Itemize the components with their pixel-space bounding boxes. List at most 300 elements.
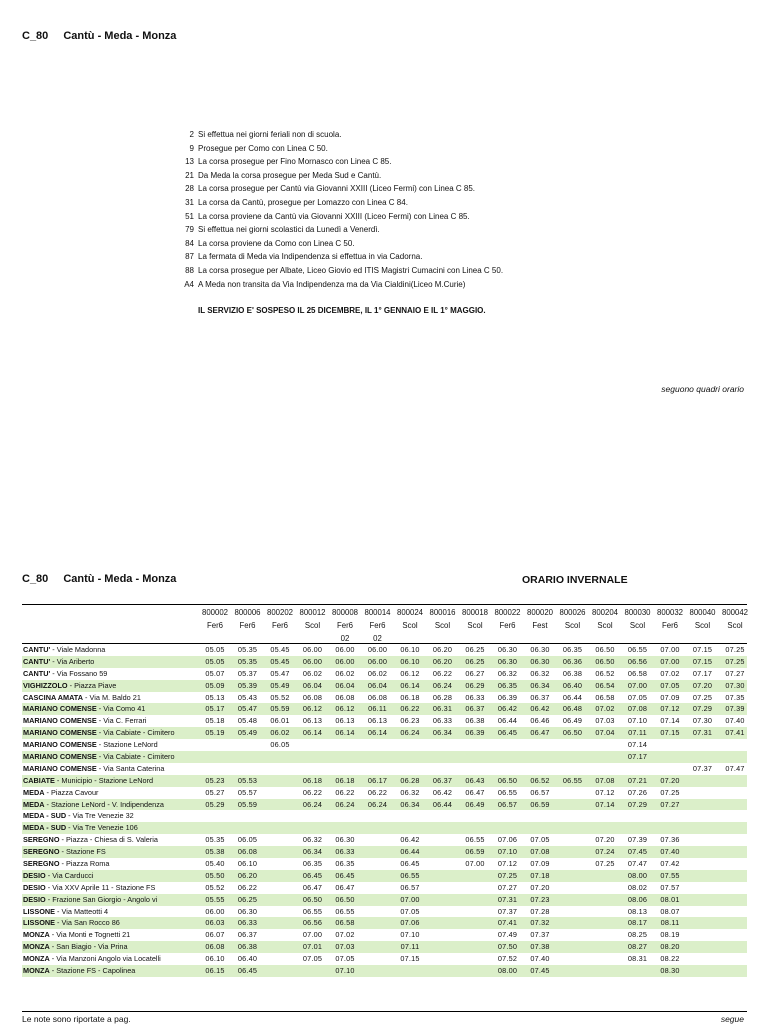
stop-place: Via Matteotti 4 (61, 906, 109, 916)
trip-id: 800204 (591, 608, 619, 617)
time-cell: 06.34 (432, 728, 453, 738)
time-cell: 07.20 (692, 680, 713, 690)
time-cell: 05.17 (205, 704, 225, 714)
trip-day: Scol (402, 621, 418, 630)
stop-name: MEDA - Stazione LeNord - V. Indipendenza (23, 799, 164, 809)
stop-place: Stazione LeNord (103, 740, 158, 750)
stop-place: Via Cabiate - Cimitero (103, 728, 175, 738)
time-cell: 06.04 (335, 680, 355, 690)
table-row (22, 763, 747, 775)
time-cell: 05.13 (205, 692, 225, 702)
time-cell: 06.42 (530, 704, 550, 714)
trip-id: 800008 (331, 608, 359, 617)
stop-place: Via C. Ferrari (103, 716, 147, 726)
stop-name: MARIANO COMENSE - Via Cabiate - Cimitero (23, 752, 175, 762)
stop-name: CASCINA AMATA - Via M. Baldo 21 (23, 692, 141, 702)
time-cell: 08.00 (627, 870, 648, 880)
trip-column-header (621, 606, 655, 645)
time-cell: 08.00 (497, 966, 518, 976)
time-cell: 06.22 (335, 787, 355, 797)
time-cell: 07.57 (660, 882, 680, 892)
stop-name: VIGHIZZOLO - Piazza Piave (23, 680, 117, 690)
trip-day: Fer6 (336, 621, 354, 630)
time-cell: 07.10 (497, 847, 518, 857)
note-text: Prosegue per Como con Linea C 50. (198, 143, 328, 153)
stop-name: MONZA - Via Monti e Tognetti 21 (23, 930, 131, 940)
table-row (22, 787, 747, 799)
time-cell: 05.05 (205, 656, 225, 666)
stop-town: MARIANO COMENSE (23, 752, 97, 762)
route-name: Cantù - Meda - Monza (63, 573, 177, 585)
time-cell: 06.49 (465, 799, 485, 809)
time-cell: 06.50 (595, 656, 615, 666)
stop-place: Via Ariberto (56, 656, 95, 666)
time-cell: 06.00 (302, 656, 323, 666)
stop-town: MEDA - SUD (23, 811, 67, 821)
footer-continues: segue (720, 1014, 744, 1024)
trip-column-header (231, 606, 265, 645)
time-cell: 05.19 (205, 728, 225, 738)
time-cell: 06.10 (400, 656, 420, 666)
trip-note: 02 (340, 634, 350, 643)
time-cell: 06.29 (465, 680, 485, 690)
stop-name: MEDA - SUD - Via Tre Venezie 106 (23, 823, 138, 833)
time-cell: 06.33 (432, 716, 453, 726)
table-row (22, 703, 747, 715)
trip-id: 800026 (559, 608, 586, 617)
time-cell: 06.24 (432, 680, 453, 690)
time-cell: 07.18 (530, 870, 550, 880)
time-cell: 05.47 (270, 668, 290, 678)
time-cell: 06.44 (432, 799, 453, 809)
time-cell: 07.11 (628, 728, 647, 738)
time-cell: 06.47 (335, 882, 355, 892)
trip-id: 800002 (201, 608, 229, 617)
time-cell: 06.05 (237, 835, 258, 845)
time-cell: 07.49 (497, 930, 518, 940)
time-cell: 06.46 (530, 716, 550, 726)
time-cell: 05.59 (270, 704, 290, 714)
time-cell: 07.10 (627, 716, 648, 726)
time-cell: 05.18 (205, 716, 225, 726)
time-cell: 07.06 (400, 918, 420, 928)
time-cell: 06.00 (302, 645, 323, 654)
time-cell: 07.29 (692, 704, 713, 714)
stop-place: Piazza - Chiesa di S. Valeria (66, 835, 158, 845)
note-code: 79 (185, 225, 194, 235)
time-cell: 06.30 (497, 656, 518, 666)
stop-place: Municipio - Stazione LeNord (61, 775, 154, 785)
stop-town: MEDA (23, 787, 45, 797)
time-cell: 06.08 (367, 692, 388, 702)
stop-name: MONZA - Stazione FS - Capolinea (23, 966, 136, 976)
note-text: La corsa prosegue per Cantù via Giovanni XXIII (Liceo Fermi) con Linea C 85. (198, 184, 476, 194)
note-text: La corsa da Cantù, prosegue per Lomazzo con Linea C 84. (198, 197, 408, 207)
trip-day: Fer6 (499, 621, 516, 630)
stop-place: Stazione LeNord - V. Indipendenza (51, 799, 164, 809)
time-cell: 06.11 (368, 704, 387, 714)
time-cell: 06.55 (302, 906, 323, 916)
time-cell: 07.25 (595, 859, 615, 869)
stop-town: MARIANO COMENSE (23, 728, 97, 738)
note-code: 88 (185, 265, 194, 275)
time-cell: 06.18 (335, 775, 355, 785)
time-cell: 06.13 (335, 716, 355, 726)
trip-id: 800016 (429, 608, 456, 617)
time-cell: 06.10 (237, 859, 258, 869)
trip-id: 800022 (494, 608, 521, 617)
stop-place: Stazione FS (66, 847, 106, 857)
note-row (170, 278, 503, 292)
time-cell: 06.42 (400, 835, 420, 845)
stop-place: Piazza Roma (66, 859, 110, 869)
time-cell: 08.30 (660, 966, 680, 976)
trip-column-header (686, 606, 720, 645)
time-cell: 05.53 (237, 775, 258, 785)
stop-town: CANTU' (23, 668, 51, 678)
time-cell: 07.00 (400, 894, 420, 904)
trip-column-header (296, 606, 330, 645)
time-cell: 06.39 (497, 692, 518, 702)
stop-name: LISSONE - Via Matteotti 4 (23, 906, 109, 916)
time-cell: 05.05 (205, 645, 225, 654)
trip-id: 800014 (364, 608, 391, 617)
time-cell: 05.45 (270, 645, 290, 654)
time-cell: 07.37 (497, 906, 518, 916)
time-cell: 06.12 (335, 704, 355, 714)
stop-name: DESIO - Via XXV Aprile 11 - Stazione FS (23, 882, 156, 892)
table-row (22, 882, 747, 894)
time-cell: 06.02 (270, 728, 290, 738)
time-cell: 06.30 (530, 645, 550, 654)
time-cell: 06.03 (205, 918, 225, 928)
time-cell: 06.30 (237, 906, 258, 916)
time-cell: 06.24 (367, 799, 388, 809)
time-cell: 07.55 (660, 870, 680, 880)
stop-name: MEDA - Piazza Cavour (23, 787, 99, 797)
table-row (22, 739, 747, 751)
time-cell: 06.35 (302, 859, 323, 869)
time-cell: 07.36 (660, 835, 680, 845)
time-cell: 07.00 (660, 656, 680, 666)
stop-town: VIGHIZZOLO (23, 680, 68, 690)
time-cell: 06.20 (432, 645, 453, 654)
stop-place: Via Cabiate - Cimitero (103, 752, 175, 762)
time-cell: 07.00 (302, 930, 323, 940)
time-cell: 06.39 (465, 728, 485, 738)
time-cell: 06.56 (302, 918, 323, 928)
time-cell: 05.35 (237, 656, 258, 666)
stop-name: SEREGNO - Stazione FS (23, 847, 106, 857)
time-cell: 07.03 (595, 716, 615, 726)
time-cell: 07.00 (627, 680, 648, 690)
route-name: Cantù - Meda - Monza (63, 30, 177, 42)
note-row (170, 142, 503, 156)
time-cell: 06.50 (497, 775, 518, 785)
trip-column-header (393, 606, 427, 645)
note-row (170, 169, 503, 183)
time-cell: 05.40 (205, 859, 225, 869)
time-cell: 08.31 (627, 954, 648, 964)
timetable-header (22, 573, 176, 585)
note-row (170, 237, 503, 251)
trip-column-header (718, 606, 752, 645)
time-cell: 06.42 (432, 787, 453, 797)
time-cell: 06.13 (367, 716, 388, 726)
stop-place: Piazza Piave (74, 680, 117, 690)
stop-town: DESIO (23, 894, 46, 904)
table-row (22, 668, 747, 680)
time-cell: 07.11 (400, 942, 420, 952)
trip-column-header (491, 606, 525, 645)
line-code: C_80 (22, 30, 49, 42)
time-cell: 07.15 (660, 728, 680, 738)
time-cell: 06.37 (465, 704, 485, 714)
time-cell: 07.15 (692, 656, 713, 666)
table-row (22, 644, 747, 656)
time-cell: 06.49 (562, 716, 583, 726)
time-cell: 06.22 (432, 668, 453, 678)
time-cell: 06.30 (335, 835, 355, 845)
table-row (22, 834, 747, 846)
time-cell: 07.12 (595, 787, 615, 797)
trip-id: 800202 (266, 608, 294, 617)
time-cell: 06.34 (530, 680, 550, 690)
stop-name: SEREGNO - Piazza Roma (23, 859, 110, 869)
time-cell: 06.35 (497, 680, 518, 690)
trip-id: 800030 (624, 608, 651, 617)
time-cell: 07.50 (497, 942, 518, 952)
trip-day: Scol (629, 621, 646, 630)
table-row (22, 894, 747, 906)
stop-name: MARIANO COMENSE - Via Cabiate - Cimitero (23, 728, 175, 738)
time-cell: 06.58 (595, 692, 615, 702)
time-cell: 06.20 (432, 656, 453, 666)
trip-id: 800032 (656, 608, 684, 617)
time-cell: 05.49 (237, 728, 258, 738)
stop-place: Via Tre Venezie 106 (72, 823, 138, 833)
note-row (170, 155, 503, 169)
trip-column-header (556, 606, 590, 645)
time-cell: 05.35 (205, 835, 225, 845)
time-cell: 07.29 (627, 799, 648, 809)
note-code: 2 (189, 130, 194, 139)
time-cell: 07.25 (497, 870, 518, 880)
stop-name: MARIANO COMENSE - Via C. Ferrari (23, 716, 147, 726)
time-cell: 06.40 (562, 680, 583, 690)
note-text: Si effettua nei giorni scolastici da Lunedì a Venerdì. (198, 225, 380, 235)
time-cell: 07.31 (692, 728, 713, 738)
note-row (170, 264, 503, 278)
table-row (22, 810, 747, 822)
stop-town: MONZA (23, 954, 50, 964)
time-cell: 06.57 (497, 799, 518, 809)
time-cell: 06.04 (302, 680, 323, 690)
stop-name: MONZA - San Biagio - Via Prina (23, 942, 128, 952)
time-cell: 07.32 (530, 918, 550, 928)
time-cell: 06.24 (400, 728, 420, 738)
time-cell: 06.04 (367, 680, 388, 690)
time-cell: 07.17 (692, 668, 713, 678)
time-cell: 06.38 (465, 716, 485, 726)
note-code: 31 (185, 197, 194, 207)
time-cell: 08.20 (660, 942, 680, 952)
time-cell: 08.25 (627, 930, 648, 940)
page-header (22, 30, 176, 42)
trip-day: Scol (564, 621, 581, 630)
note-code: A4 (184, 279, 194, 289)
time-cell: 07.21 (627, 775, 648, 785)
trip-day: Scol (467, 621, 483, 630)
table-row (22, 870, 747, 882)
time-cell: 06.47 (302, 882, 323, 892)
table-row (22, 751, 747, 763)
stop-place: Via Monti e Tognetti 21 (56, 930, 131, 940)
time-cell: 08.27 (627, 942, 648, 952)
note-text: La corsa proviene da Cantù via Giovanni XXIII (Liceo Fermi) con Linea C 85. (198, 211, 470, 221)
stop-place: Stazione FS - Capolinea (56, 966, 136, 976)
time-cell: 07.15 (400, 954, 420, 964)
time-cell: 07.39 (725, 704, 745, 714)
time-cell: 05.43 (237, 692, 258, 702)
footer-note: Le note sono riportate a pag. (22, 1014, 131, 1024)
time-cell: 07.06 (497, 835, 518, 845)
time-cell: 06.02 (367, 668, 388, 678)
suspension-notice: IL SERVIZIO E' SOSPESO IL 25 DICEMBRE, IL 1° GENNAIO E IL 1° MAGGIO. (198, 306, 486, 315)
time-cell: 06.30 (530, 656, 550, 666)
time-cell: 06.32 (302, 835, 323, 845)
trip-column-header (198, 606, 232, 645)
time-cell: 06.38 (562, 668, 583, 678)
time-cell: 05.38 (205, 847, 225, 857)
time-cell: 06.57 (400, 882, 420, 892)
time-cell: 07.02 (660, 668, 680, 678)
stop-place: Piazza Cavour (51, 787, 99, 797)
note-row (170, 182, 503, 196)
time-cell: 06.58 (335, 918, 355, 928)
time-cell: 06.37 (530, 692, 550, 702)
time-cell: 06.32 (530, 668, 550, 678)
table-row (22, 799, 747, 811)
time-cell: 06.45 (497, 728, 518, 738)
time-cell: 05.09 (205, 680, 225, 690)
stop-town: MARIANO COMENSE (23, 704, 97, 714)
note-code: 21 (185, 170, 194, 180)
time-cell: 07.17 (627, 752, 648, 762)
time-cell: 06.10 (205, 954, 225, 964)
time-cell: 06.23 (400, 716, 420, 726)
stop-place: San Biagio - Via Prina (56, 942, 128, 952)
time-cell: 06.30 (497, 645, 518, 654)
stop-name: DESIO - Via Carducci (23, 870, 94, 880)
time-cell: 06.33 (237, 918, 258, 928)
time-cell: 06.22 (237, 882, 258, 892)
time-cell: 06.44 (400, 847, 420, 857)
time-cell: 07.39 (627, 835, 648, 845)
stop-name: MARIANO COMENSE - Stazione LeNord (23, 740, 158, 750)
time-cell: 06.50 (562, 728, 583, 738)
stop-name: CANTU' - Via Fossano 59 (23, 668, 108, 678)
trip-day: Fer6 (369, 621, 386, 630)
stop-name: CANTU' - Via Ariberto (23, 656, 95, 666)
time-cell: 06.42 (497, 704, 518, 714)
trip-day: Fer6 (271, 621, 289, 630)
trip-column-header (426, 606, 460, 645)
table-row (22, 692, 747, 704)
time-cell: 07.14 (627, 740, 648, 750)
trip-day: Scol (727, 621, 743, 630)
time-cell: 05.57 (237, 787, 258, 797)
time-cell: 07.27 (660, 799, 680, 809)
time-cell: 06.47 (530, 728, 550, 738)
time-cell: 07.37 (692, 763, 713, 773)
time-cell: 07.45 (530, 966, 550, 976)
time-cell: 06.34 (400, 799, 420, 809)
time-cell: 06.14 (335, 728, 355, 738)
time-cell: 07.40 (725, 716, 745, 726)
trip-column-header (523, 606, 557, 645)
time-cell: 06.00 (335, 645, 355, 654)
stop-place: Via M. Baldo 21 (89, 692, 141, 702)
time-cell: 06.18 (302, 775, 323, 785)
continuation-note: seguono quadri orario (661, 384, 744, 394)
time-cell: 06.43 (465, 775, 485, 785)
time-cell: 07.05 (660, 680, 680, 690)
time-cell: 06.05 (270, 740, 290, 750)
time-cell: 06.32 (400, 787, 420, 797)
time-cell: 06.32 (497, 668, 518, 678)
time-cell: 07.27 (497, 882, 518, 892)
time-cell: 06.52 (595, 668, 615, 678)
note-code: 9 (189, 143, 194, 153)
time-cell: 08.22 (660, 954, 680, 964)
time-cell: 06.01 (270, 716, 290, 726)
trip-column-header (653, 606, 687, 645)
time-cell: 07.09 (660, 692, 680, 702)
time-cell: 06.38 (237, 942, 258, 952)
note-code: 87 (185, 252, 194, 262)
time-cell: 07.20 (660, 775, 680, 785)
time-cell: 05.47 (237, 704, 258, 714)
time-cell: 06.35 (562, 645, 583, 654)
stop-place: Via Manzoni Angolo via Locatelli (56, 954, 161, 964)
trip-day: Fer6 (661, 621, 679, 630)
time-cell: 06.55 (465, 835, 485, 845)
time-cell: 07.09 (530, 859, 550, 869)
time-cell: 07.45 (627, 847, 648, 857)
note-text: La fermata di Meda via Indipendenza si effettua in via Cadorna. (198, 252, 423, 262)
table-row (22, 941, 747, 953)
timetable-body (22, 644, 747, 977)
note-text: Da Meda la corsa prosegue per Meda Sud e Cantù. (198, 170, 382, 180)
stop-name: MEDA - SUD - Via Tre Venezie 32 (23, 811, 134, 821)
time-cell: 07.05 (302, 954, 323, 964)
trip-id: 800024 (396, 608, 424, 617)
time-cell: 06.45 (335, 870, 355, 880)
stop-town: LISSONE (23, 906, 56, 916)
table-row (22, 656, 747, 668)
time-cell: 07.12 (497, 859, 518, 869)
trip-id: 800018 (461, 608, 489, 617)
stop-town: DESIO (23, 870, 46, 880)
trip-column-header (263, 606, 297, 645)
time-cell: 06.55 (627, 645, 648, 654)
time-cell: 06.08 (335, 692, 355, 702)
stop-town: MARIANO COMENSE (23, 763, 97, 773)
time-cell: 05.49 (270, 680, 290, 690)
time-cell: 07.20 (595, 835, 615, 845)
stop-place: Via Santa Caterina (103, 763, 165, 773)
